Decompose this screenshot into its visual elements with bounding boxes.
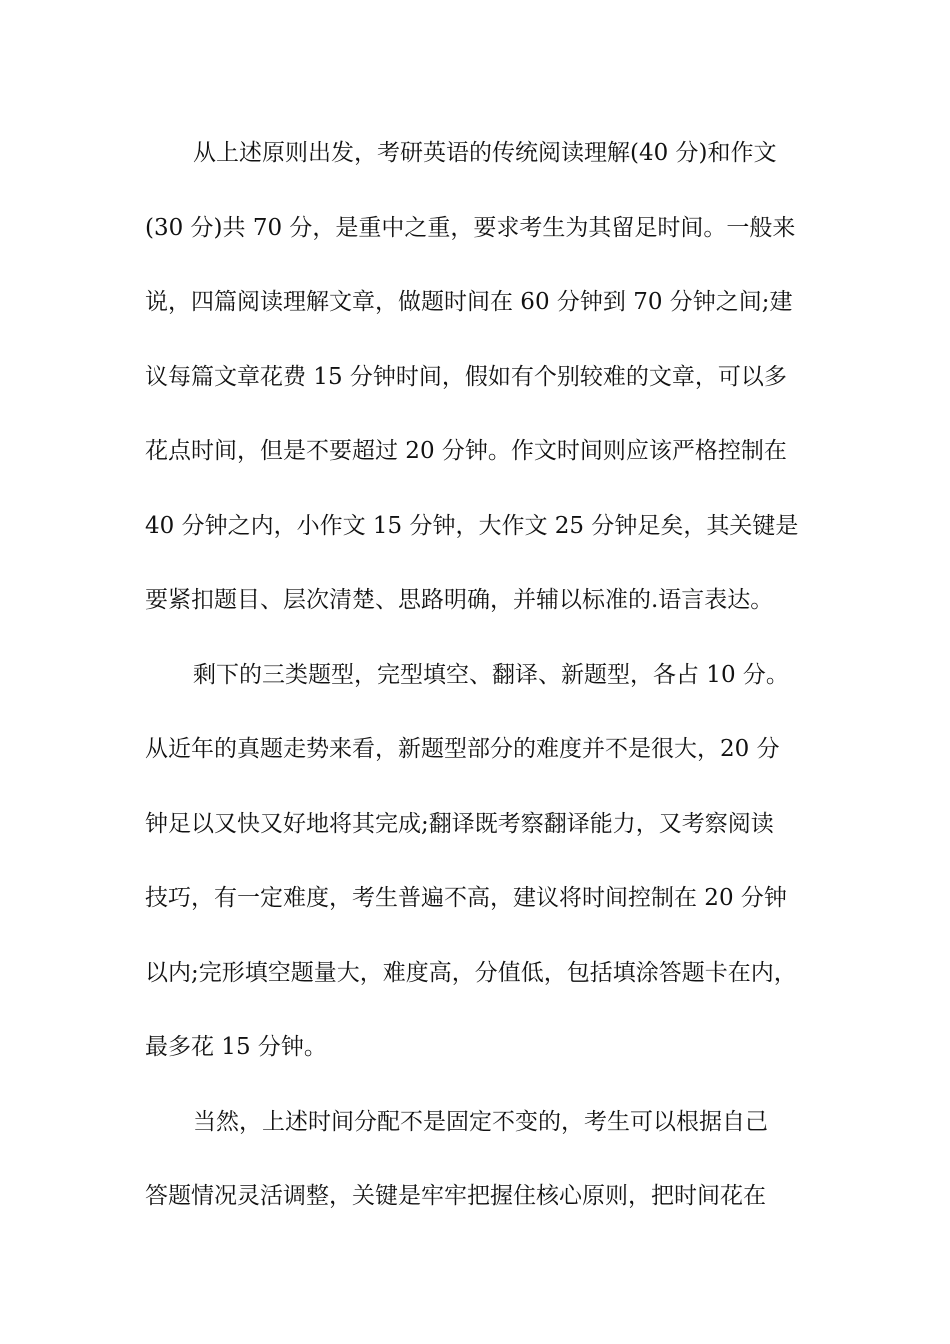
paragraph-2-line-5: 以内;完形填空题量大，难度高，分值低，包括填涂答题卡在内， (145, 959, 797, 986)
paragraph-1-line-3: 说，四篇阅读理解文章，做题时间在 60 分钟到 70 分钟之间;建 (145, 289, 793, 315)
paragraph-3-line-1: 当然，上述时间分配不是固定不变的，考生可以根据自己 (193, 1108, 768, 1135)
document-body (145, 128, 815, 1246)
paragraph-1-line-2: (30 分)共 70 分，是重中之重，要求考生为其留足时间。一般来 (145, 214, 796, 241)
paragraph-3-line-2: 答题情况灵活调整，关键是牢牢把握住核心原则，把时间花在 (145, 1183, 766, 1209)
paragraph-2-line-2: 从近年的真题走势来看，新题型部分的难度并不是很大，20 分 (145, 736, 780, 762)
paragraph-2-line-3: 钟足以又快又好地将其完成;翻译既考察翻译能力，又考察阅读 (145, 810, 774, 837)
paragraph-1-line-7: 要紧扣题目、层次清楚、思路明确，并辅以标准的.语言表达。 (145, 587, 774, 613)
paragraph-1-line-1: 从上述原则出发，考研英语的传统阅读理解(40 分)和作文 (193, 140, 777, 166)
paragraph-1-line-4: 议每篇文章花费 15 分钟时间，假如有个别较难的文章，可以多 (145, 363, 787, 390)
paragraph-2-line-1: 剩下的三类题型，完型填空、翻译、新题型，各占 10 分。 (193, 661, 789, 688)
paragraph-1-line-5: 花点时间，但是不要超过 20 分钟。作文时间则应该严格控制在 (145, 438, 787, 464)
paragraph-2-line-6: 最多花 15 分钟。 (145, 1034, 327, 1060)
paragraph-2-line-4: 技巧，有一定难度，考生普遍不高，建议将时间控制在 20 分钟 (145, 885, 787, 911)
paragraph-1-line-6: 40 分钟之内，小作文 15 分钟，大作文 25 分钟足矣，其关键是 (145, 512, 799, 539)
